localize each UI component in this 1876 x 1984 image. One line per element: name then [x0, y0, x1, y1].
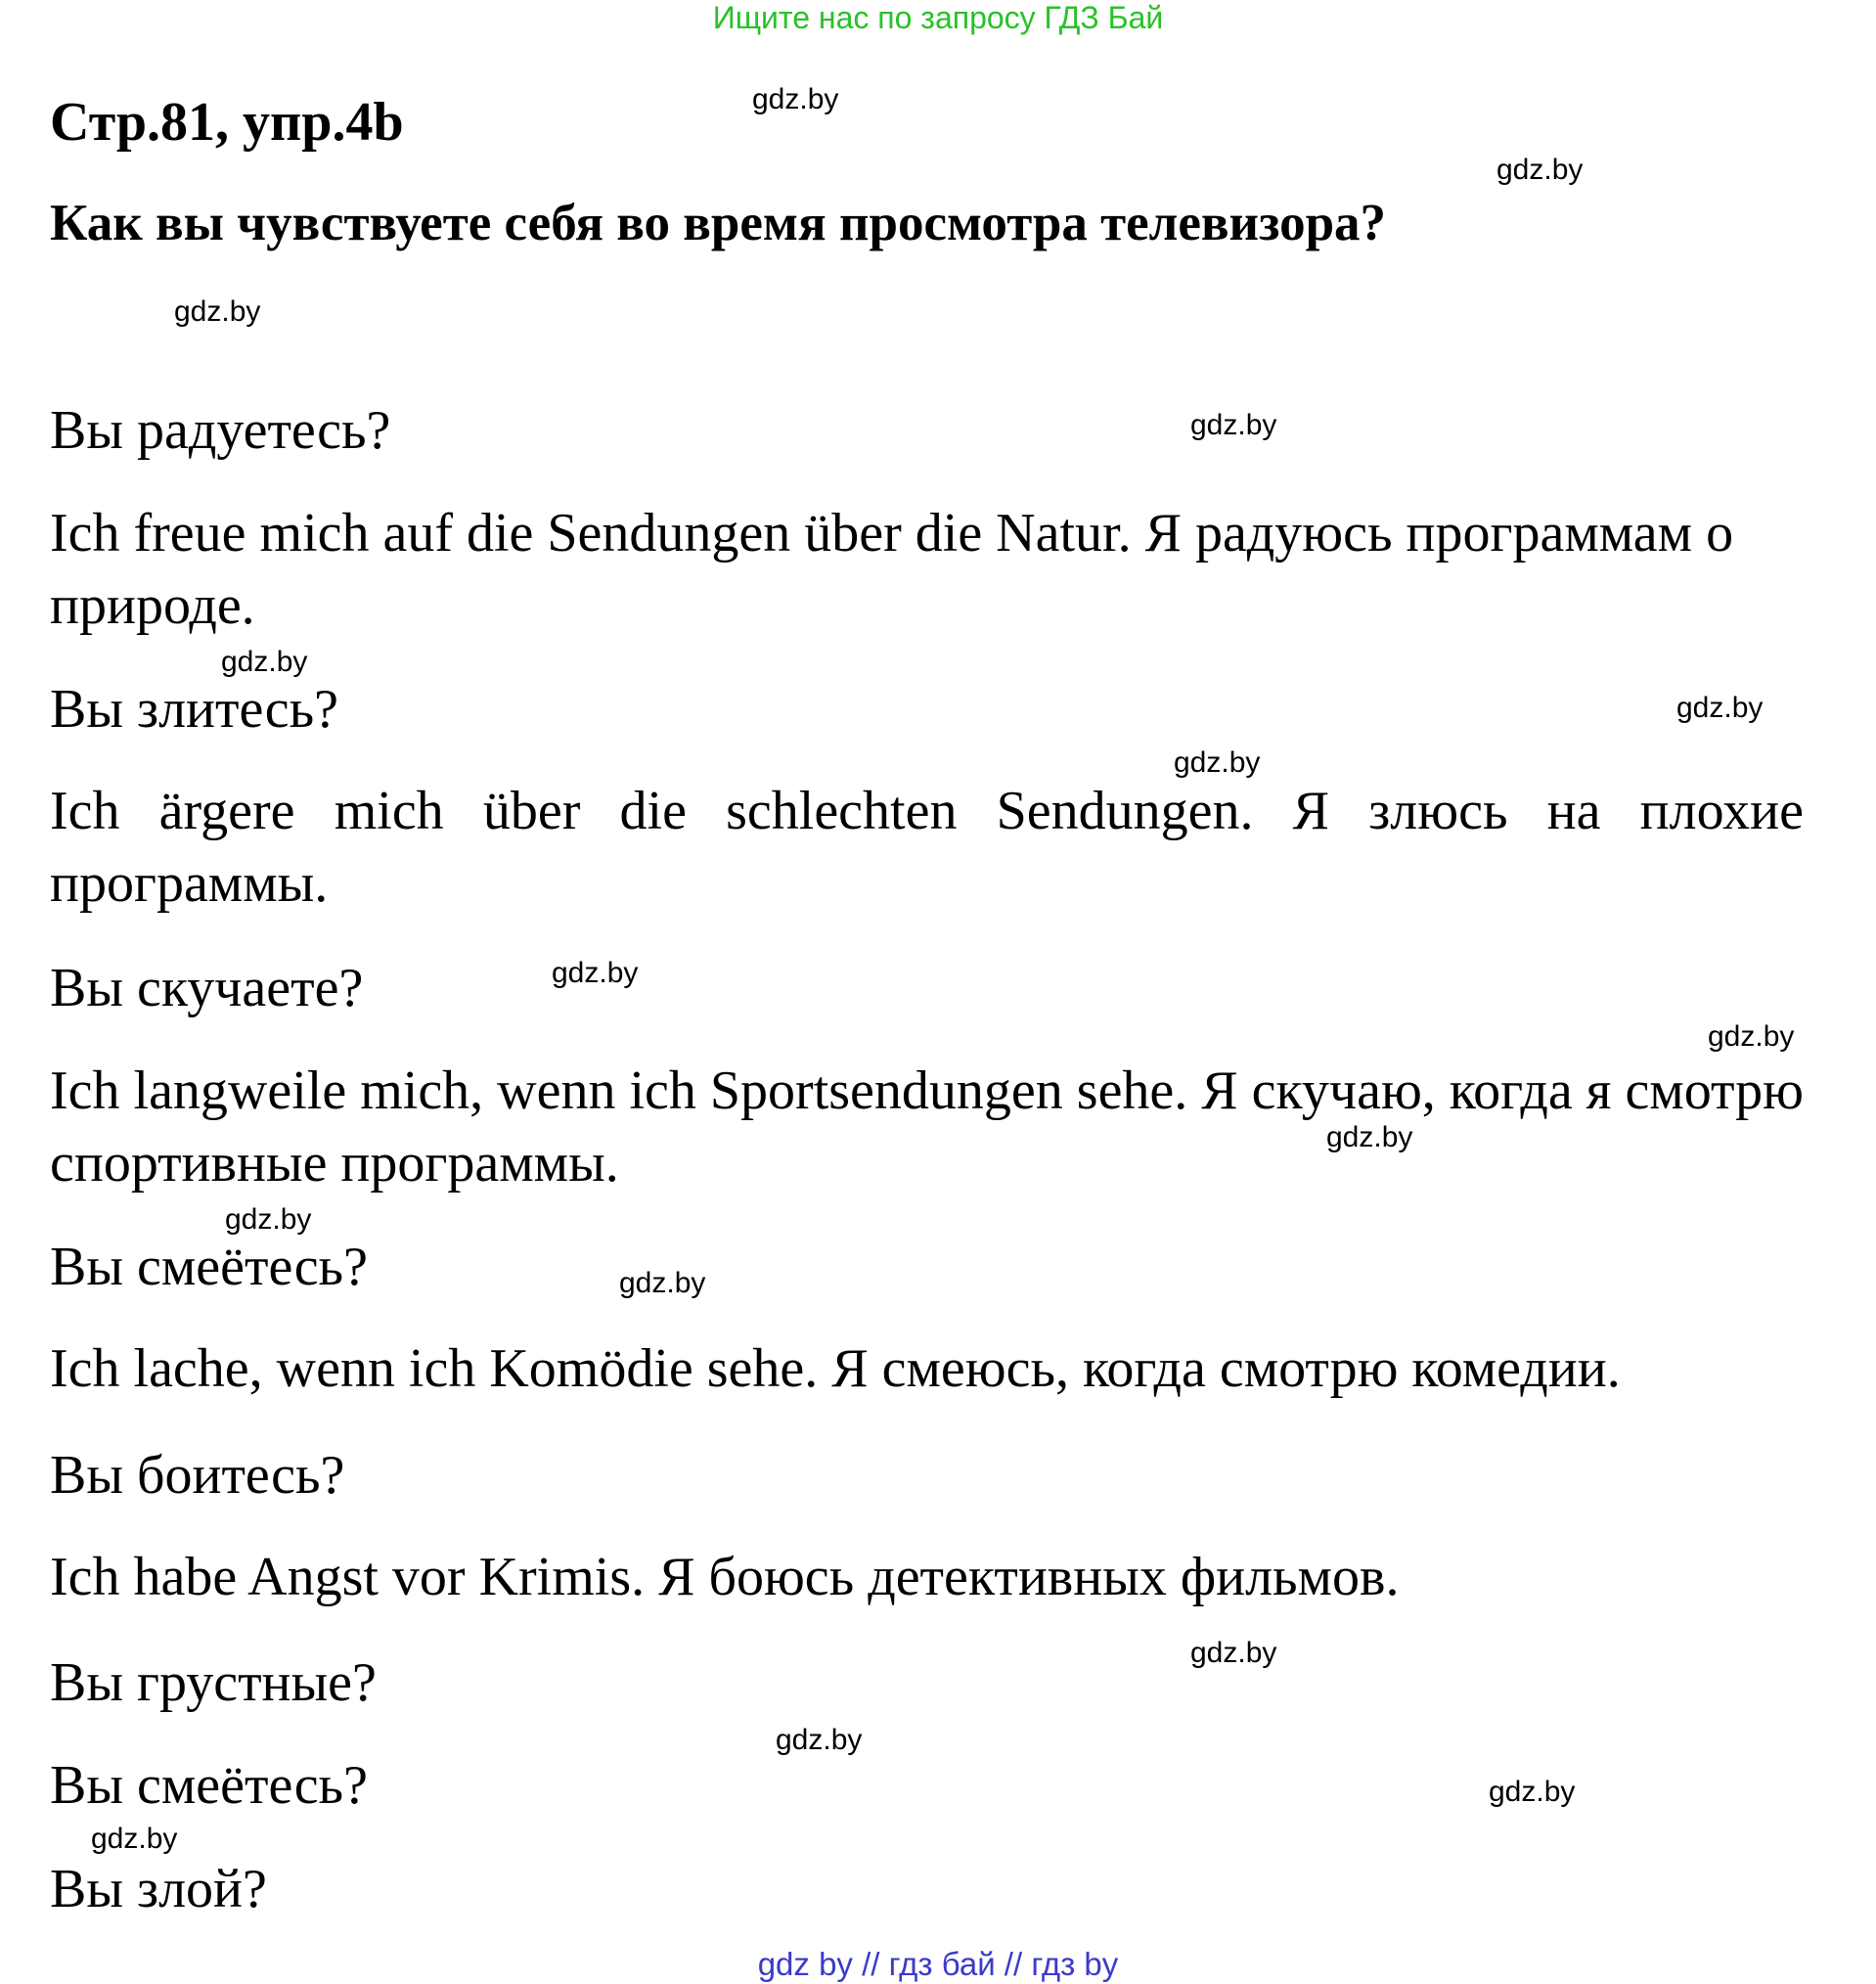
watermark: gdz.by: [619, 1267, 706, 1299]
question-5: Вы боитесь?: [50, 1445, 345, 1506]
question-7: Вы смеётесь?: [50, 1755, 368, 1816]
top-banner: Ищите нас по запросу ГДЗ Бай: [712, 0, 1164, 35]
answer-1: Ich freue mich auf die Sendungen über die Natur. Я радуюсь программам о природе.: [50, 503, 1734, 636]
question-2: Вы злитесь?: [50, 679, 338, 740]
watermark: gdz.by: [776, 1724, 863, 1756]
answer-3: Ich langweile mich, wenn ich Sportsendungen sehe. Я скучаю, когда я смотрю спортивные программы.: [50, 1060, 1804, 1194]
answer-5: Ich habe Angst vor Krimis. Я боюсь детективных фильмов.: [50, 1547, 1400, 1607]
watermark: gdz.by: [1190, 1637, 1277, 1669]
answer-2: Ich ärgere mich über die schlechten Sendungen. Я злюсь на плохие программы.: [50, 781, 1804, 914]
question-1: Вы радуетесь?: [50, 400, 391, 461]
question-3: Вы скучаете?: [50, 958, 364, 1018]
footer: gdz by // гдз бай // гдз by: [757, 1946, 1119, 1982]
watermark: gdz.by: [1676, 692, 1764, 724]
question-4: Вы смеётесь?: [50, 1237, 368, 1297]
watermark: gdz.by: [174, 295, 261, 328]
question-8: Вы злой?: [50, 1859, 267, 1919]
watermark: gdz.by: [225, 1203, 312, 1236]
watermark: gdz.by: [1174, 746, 1261, 779]
watermark: gdz.by: [1496, 154, 1584, 186]
question-6: Вы грустные?: [50, 1652, 377, 1713]
watermark: gdz.by: [752, 83, 839, 115]
watermark: gdz.by: [1326, 1121, 1413, 1153]
page-title: Стр.81, упр.4b: [50, 92, 404, 153]
answer-4: Ich lache, wenn ich Komödie sehe. Я смеюсь, когда смотрю комедии.: [50, 1338, 1621, 1399]
watermark: gdz.by: [1489, 1776, 1576, 1808]
task-question: Как вы чувствуете себя во время просмотра телевизора?: [50, 195, 1387, 251]
watermark: gdz.by: [1708, 1020, 1795, 1053]
watermark: gdz.by: [1190, 409, 1277, 441]
watermark: gdz.by: [552, 957, 639, 989]
watermark: gdz.by: [91, 1823, 178, 1855]
watermark: gdz.by: [221, 646, 308, 678]
